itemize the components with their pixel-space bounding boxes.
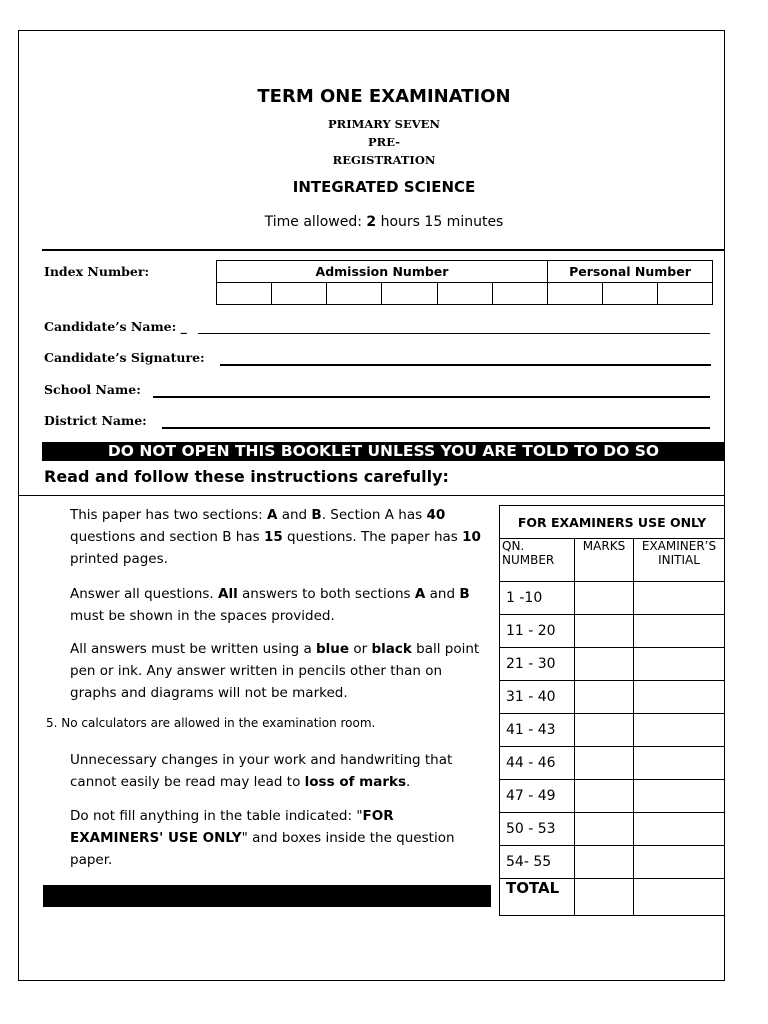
pre-line: PRE- (368, 135, 400, 149)
table-row (500, 813, 725, 846)
exam-title: TERM ONE EXAMINATION (257, 86, 511, 107)
initial-cell (634, 813, 725, 846)
initial-cell (634, 846, 725, 879)
registration-line: REGISTRATION (332, 153, 436, 167)
school-name-label: School Name: (44, 382, 141, 397)
table-row (500, 714, 725, 747)
initial-cell (634, 714, 725, 747)
marks-cell (575, 813, 634, 846)
initial-cell (634, 780, 725, 813)
candidate-signature-field[interactable] (220, 364, 711, 366)
instruction-2: Answer all questions. All answers to both sections A and B must be shown in the spaces provided. (70, 586, 470, 624)
examiners-table (499, 505, 725, 916)
index-number-table (216, 260, 713, 305)
initial-cell (634, 615, 725, 648)
personal-digit-box[interactable] (548, 283, 603, 305)
col-examiner-initial: EXAMINER’S INITIAL (634, 539, 725, 582)
instruction-6: Unnecessary changes in your work and handwriting that cannot easily be read may lead to loss of marks. (70, 752, 453, 790)
qn-range: 41 - 43 (500, 714, 575, 747)
school-name-field[interactable] (153, 396, 710, 398)
subject-title: INTEGRATED SCIENCE (292, 178, 476, 196)
qn-range: 21 - 30 (500, 648, 575, 681)
class-line: PRIMARY SEVEN (328, 117, 440, 131)
qn-range: 1 -10 (500, 582, 575, 615)
instruction-5: 5. No calculators are allowed in the examination room. (46, 716, 376, 730)
instruction-1: This paper has two sections: A and B. Section A has 40 questions and section B has 15 questions. The paper has 10 printed pages. (70, 507, 481, 567)
district-name-label: District Name: (44, 413, 147, 428)
time-hours: 2 (366, 214, 377, 230)
marks-cell (575, 747, 634, 780)
total-marks-cell (575, 879, 634, 916)
personal-digit-box[interactable] (658, 283, 713, 305)
candidate-name-field[interactable] (198, 333, 710, 334)
candidate-signature-label: Candidate’s Signature: (44, 350, 205, 365)
marks-cell (575, 714, 634, 747)
examiners-table-heading: FOR EXAMINERS USE ONLY (500, 506, 725, 539)
marks-cell (575, 615, 634, 648)
marks-cell (575, 582, 634, 615)
index-number-label: Index Number: (44, 264, 150, 279)
name-prefix: _ (180, 319, 187, 334)
black-bar (43, 885, 491, 907)
candidate-name-label: Candidate’s Name: _ (44, 319, 187, 334)
admission-digit-box[interactable] (382, 283, 437, 305)
col-qn-number: QN. NUMBER (500, 539, 575, 582)
initial-cell (634, 681, 725, 714)
qn-range: 50 - 53 (500, 813, 575, 846)
marks-cell (575, 648, 634, 681)
personal-digit-box[interactable] (603, 283, 658, 305)
table-row (500, 681, 725, 714)
instruction-7: Do not fill anything in the table indicated: "FOR EXAMINERS' USE ONLY" and boxes inside the question paper. (70, 808, 455, 868)
total-initial-cell (634, 879, 725, 916)
marks-cell (575, 846, 634, 879)
total-label: TOTAL (500, 879, 575, 916)
personal-number-header: Personal Number (548, 261, 713, 283)
table-row (500, 582, 725, 615)
initial-cell (634, 648, 725, 681)
district-name-field[interactable] (162, 427, 710, 429)
instructions-heading: Read and follow these instructions carefully: (44, 467, 449, 486)
time-allowed (0, 214, 768, 230)
instructions-divider (18, 495, 725, 496)
qn-range: 11 - 20 (500, 615, 575, 648)
table-row (500, 846, 725, 879)
initial-cell (634, 747, 725, 780)
initial-cell (634, 582, 725, 615)
table-row (500, 747, 725, 780)
admission-digit-box[interactable] (217, 283, 272, 305)
admission-digit-box[interactable] (437, 283, 492, 305)
qn-range: 47 - 49 (500, 780, 575, 813)
table-row (500, 615, 725, 648)
header-divider (42, 249, 725, 251)
total-row (500, 879, 725, 916)
table-row (500, 648, 725, 681)
admission-number-header: Admission Number (217, 261, 548, 283)
qn-range: 31 - 40 (500, 681, 575, 714)
time-prefix: Time allowed: (264, 214, 367, 230)
table-row (500, 780, 725, 813)
marks-cell (575, 681, 634, 714)
qn-range: 54- 55 (500, 846, 575, 879)
instruction-3: All answers must be written using a blue or black ball point pen or ink. Any answer written in pencils other than on graphs and diagrams will not be marked. (70, 641, 480, 701)
warning-banner: DO NOT OPEN THIS BOOKLET UNLESS YOU ARE TOLD TO DO SO (42, 442, 725, 461)
marks-cell (575, 780, 634, 813)
col-marks: MARKS (575, 539, 634, 582)
admission-digit-box[interactable] (327, 283, 382, 305)
time-suffix: hours 15 minutes (376, 214, 504, 230)
admission-digit-box[interactable] (492, 283, 547, 305)
admission-digit-box[interactable] (272, 283, 327, 305)
qn-range: 44 - 46 (500, 747, 575, 780)
